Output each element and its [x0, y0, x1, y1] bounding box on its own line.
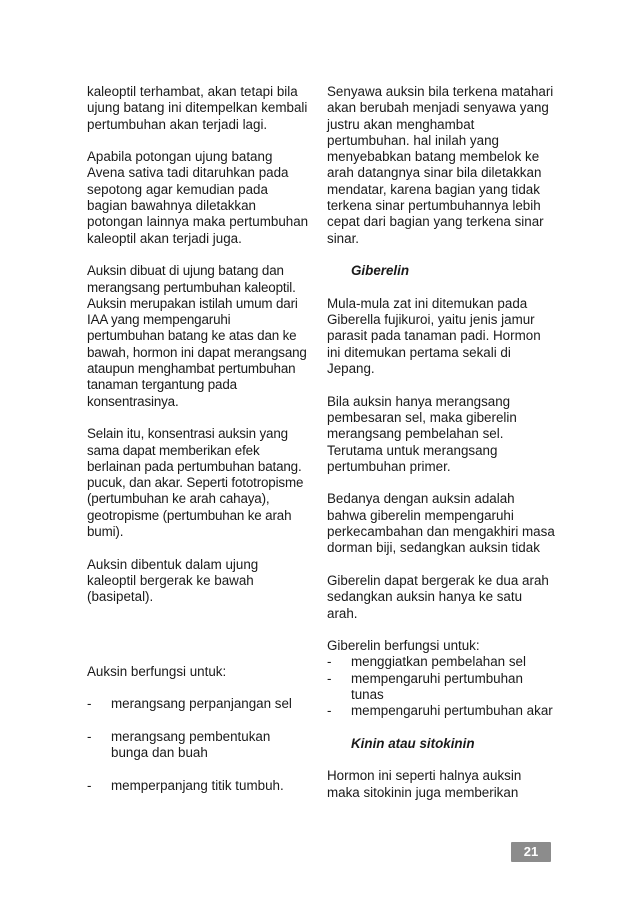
list-item: [327, 654, 555, 670]
paragraph: Auksin berfungsi untuk:: [87, 663, 227, 679]
paragraph: kaleoptil terhambat, akan tetapi bila ujung batang ini ditempelkan kembali pertumbuhan akan terjadi lagi.: [87, 84, 308, 132]
right-column: [327, 84, 555, 801]
list-dash: -: [327, 670, 332, 686]
paragraph: Bila auksin hanya merangsang pembesaran sel, maka giberelin merangsang pembelahan sel. Terutama untuk merangsang pertumbuhan primer.: [327, 393, 517, 474]
list-item: [87, 696, 309, 712]
paragraph: Auksin dibentuk dalam ujung kaleoptil bergerak ke bawah (basipetal).: [87, 556, 259, 605]
paragraph: Selain itu, konsentrasi auksin yang sama dapat memberikan efek berlainan pada pertumbuhan batang. pucuk, dan akar. Seperti fototropisme (pertumbuhan ke arah cahaya), geotropisme (pertumbuhan ke arah bumi).: [87, 426, 304, 540]
paragraph: Giberelin dapat bergerak ke dua arah sedangkan auksin hanya ke satu arah.: [327, 572, 549, 621]
list-item: [327, 671, 555, 704]
list-item-text: merangsang pembentukan bunga dan buah: [111, 728, 271, 760]
list-dash: -: [327, 703, 332, 719]
list-dash: -: [87, 696, 92, 712]
list-item-text: mempengaruhi pertumbuhan tunas: [351, 670, 523, 702]
list-item: [327, 703, 555, 719]
left-column: [87, 84, 309, 794]
paragraph: Auksin dibuat di ujung batang dan merangsang pertumbuhan kaleoptil. Auksin merupakan istilah umum dari IAA yang mempengaruhi pertumbuhan batang ke atas dan ke bawah, hormon ini dapat merangsang ataupun menghambat pertumbuhan tanaman tergantung pada konsentrasinya.: [87, 263, 307, 409]
list-item-text: memperpanjang titik tumbuh.: [111, 777, 284, 793]
paragraph: Mula-mula zat ini ditemukan pada Giberella fujikuroi, yaitu jenis jamur parasit pada tanaman padi. Hormon ini ditemukan pertama sekali di Jepang.: [327, 295, 541, 377]
list-item: [87, 778, 309, 794]
list-item-text: mempengaruhi pertumbuhan akar: [351, 703, 553, 719]
list-dash: -: [327, 654, 332, 670]
list-item: [87, 729, 309, 762]
page-number: 21: [511, 842, 551, 862]
list-item-text: merangsang perpanjangan sel: [111, 696, 292, 712]
paragraph: Bedanya dengan auksin adalah bahwa giberelin mempengaruhi perkecambahan dan mengakhiri masa dorman biji, sedangkan auksin tidak: [327, 491, 555, 556]
paragraph: Senyawa auksin bila terkena matahari akan berubah menjadi senyawa yang justru akan menghambat pertumbuhan. hal inilah yang menyebabkan batang membelok ke arah datangnya sinar bila diletakkan mendatar, karena bagian yang tidak terkena sinar pertumbuhannya lebih cepat dari bagian yang terkena sinar sinar.: [327, 84, 554, 246]
list-dash: -: [87, 777, 92, 793]
list-dash: -: [87, 728, 92, 744]
section-heading: Kinin atau sitokinin: [351, 735, 475, 751]
list-item-text: menggiatkan pembelahan sel: [351, 654, 526, 670]
paragraph: Giberelin berfungsi untuk:: [327, 638, 480, 654]
paragraph: Hormon ini seperti halnya auksin maka sitokinin juga memberikan: [327, 768, 522, 800]
section-heading: Giberelin: [351, 263, 410, 279]
paragraph: Apabila potongan ujung batang Avena sativa tadi ditaruhkan pada sepotong agar kemudian pada bagian bawahnya diletakkan potongan lainnya maka pertumbuhan kaleoptil akan terjadi juga.: [87, 149, 309, 246]
